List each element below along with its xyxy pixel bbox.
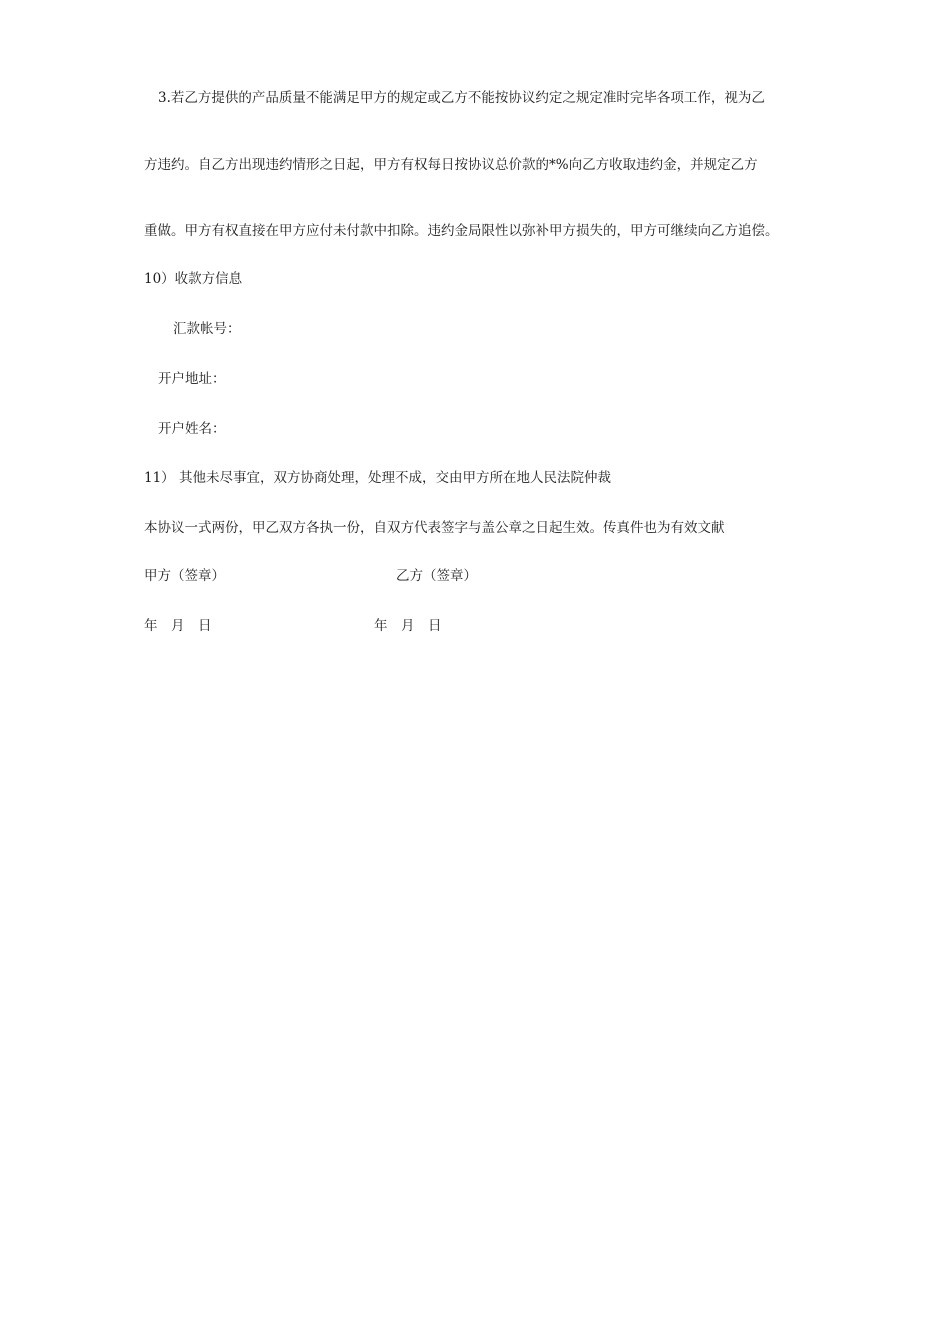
party-a-signature: 甲方（签章） <box>144 568 225 584</box>
bank-address-label: 开户地址： <box>158 371 226 387</box>
clause-3-line-2: 方违约。自乙方出现违约情形之日起，甲方有权每日按协议总价款的*%向乙方收取违约金，并规定乙方 <box>144 157 758 173</box>
account-name-label: 开户姓名： <box>158 421 226 437</box>
party-b-date: 年 月 日 <box>374 618 442 634</box>
copies-statement: 本协议一式两份，甲乙双方各执一份，自双方代表签字与盖公章之日起生效。传真件也为有效文献 <box>144 520 725 536</box>
party-b-signature: 乙方（签章） <box>396 568 477 584</box>
clause-3-line-1: 3.若乙方提供的产品质量不能满足甲方的规定或乙方不能按协议约定之规定准时完毕各项工作，视为乙 <box>158 90 765 106</box>
remit-account-label: 汇款帐号： <box>173 321 241 337</box>
section-10-title: 10）收款方信息 <box>144 271 243 287</box>
party-a-date: 年 月 日 <box>144 618 212 634</box>
clause-3-line-3: 重做。甲方有权直接在甲方应付未付款中扣除。违约金局限性以弥补甲方损失的，甲方可继续向乙方追偿。 <box>144 223 779 239</box>
section-11: 11） 其他未尽事宜，双方协商处理，处理不成，交由甲方所在地人民法院仲裁 <box>144 470 611 486</box>
